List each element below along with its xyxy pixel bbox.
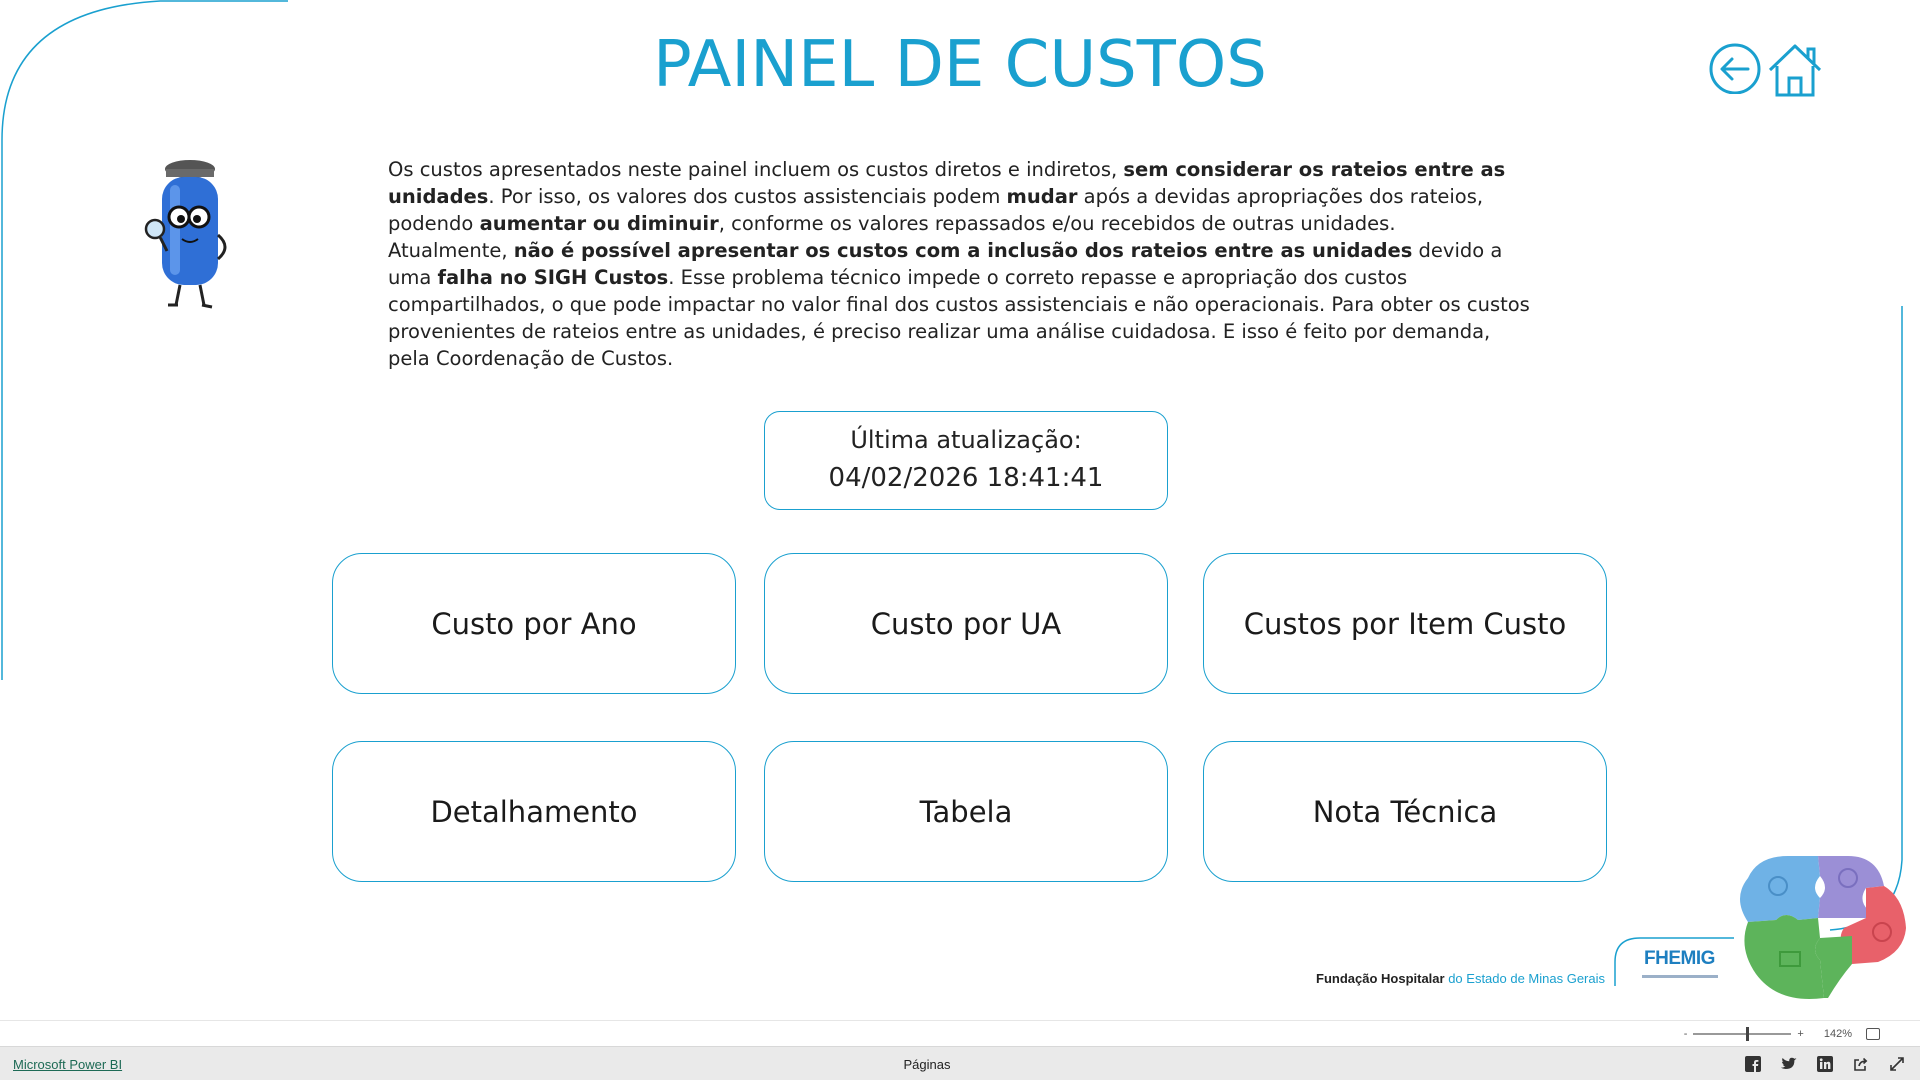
description-text (388, 156, 1538, 372)
navigation-icons (1708, 40, 1826, 104)
custo-por-ano-button[interactable]: Custo por Ano (332, 553, 736, 694)
description-emphasis: mudar (1006, 185, 1078, 208)
custos-por-item-custo-button[interactable]: Custos por Item Custo (1203, 553, 1607, 694)
last-update-label: Última atualização: (850, 426, 1082, 454)
description-emphasis: sem considerar os rateios entre as unidades (388, 158, 1506, 208)
status-bar (0, 1046, 1920, 1080)
arrow-left-circle-icon[interactable] (1708, 40, 1762, 94)
description-emphasis: falha no SIGH Custos (437, 266, 669, 289)
description-segment: Atualmente, (388, 239, 514, 262)
microsoft-power-bi-link[interactable]: Microsoft Power BI (13, 1057, 123, 1072)
mascot-illustration (140, 155, 240, 315)
tabela-button[interactable]: Tabela (764, 741, 1168, 882)
twitter-icon[interactable] (1780, 1055, 1798, 1073)
fit-to-page-icon[interactable] (1866, 1028, 1880, 1040)
nota-tecnica-button[interactable]: Nota Técnica (1203, 741, 1607, 882)
home-icon[interactable] (1766, 42, 1824, 98)
zoom-in-button[interactable]: + (1797, 1028, 1804, 1040)
description-segment: devido a uma (388, 239, 1503, 289)
description-segment: após a devidas apropriações dos rateios, podendo (388, 185, 1484, 235)
description-segment: . Esse problema técnico impede o correto repasse e apropriação dos custos compartilhados, o que pode impactar no valor final dos custos assistenciais e não operacionais. Para obter os custos provenientes de rateios entre as unidades, é preciso realizar uma análise cuidadosa. E isso é feito por demanda, pela Coordenação de Custos. (388, 266, 1530, 370)
description-segment: . Por isso, os valores dos custos assistenciais podem (488, 185, 1007, 208)
organization-name-bold: Fundação Hospitalar (1316, 971, 1445, 986)
page-title: PAINEL DE CUSTOS (653, 28, 1267, 102)
description-segment: Os custos apresentados neste painel incluem os custos diretos e indiretos, (388, 158, 1124, 181)
zoom-controls (1678, 1025, 1880, 1043)
organization-name (1316, 971, 1605, 986)
puzzle-illustration (1728, 848, 1920, 1008)
description-paragraph (388, 237, 1538, 372)
organization-name-accent: do Estado de Minas Gerais (1448, 971, 1606, 986)
custo-por-ua-button[interactable]: Custo por UA (764, 553, 1168, 694)
description-emphasis: não é possível apresentar os custos com a inclusão dos rateios entre as unidades (513, 239, 1413, 262)
fhemig-logo-text: FHEMIG (1644, 948, 1715, 969)
detalhamento-button[interactable]: Detalhamento (332, 741, 736, 882)
share-icons (1726, 1055, 1906, 1073)
last-update-card (764, 411, 1168, 510)
pages-button[interactable]: Páginas (903, 1057, 951, 1072)
linkedin-icon[interactable] (1816, 1055, 1834, 1073)
facebook-icon[interactable] (1744, 1055, 1762, 1073)
description-emphasis: aumentar ou diminuir (479, 212, 719, 235)
zoom-out-button[interactable]: - (1683, 1028, 1688, 1040)
zoom-slider[interactable] (1693, 1033, 1791, 1035)
description-segment: , conforme os valores repassados e/ou recebidos de outras unidades. (718, 212, 1396, 235)
description-paragraph (388, 156, 1538, 237)
fullscreen-icon[interactable] (1888, 1055, 1906, 1073)
zoom-level: 142% (1823, 1028, 1852, 1040)
share-icon[interactable] (1852, 1055, 1870, 1073)
zoom-slider-thumb[interactable] (1746, 1027, 1749, 1041)
last-update-value: 04/02/2026 18:41:41 (828, 463, 1104, 493)
zoom-bar (0, 1020, 1920, 1046)
